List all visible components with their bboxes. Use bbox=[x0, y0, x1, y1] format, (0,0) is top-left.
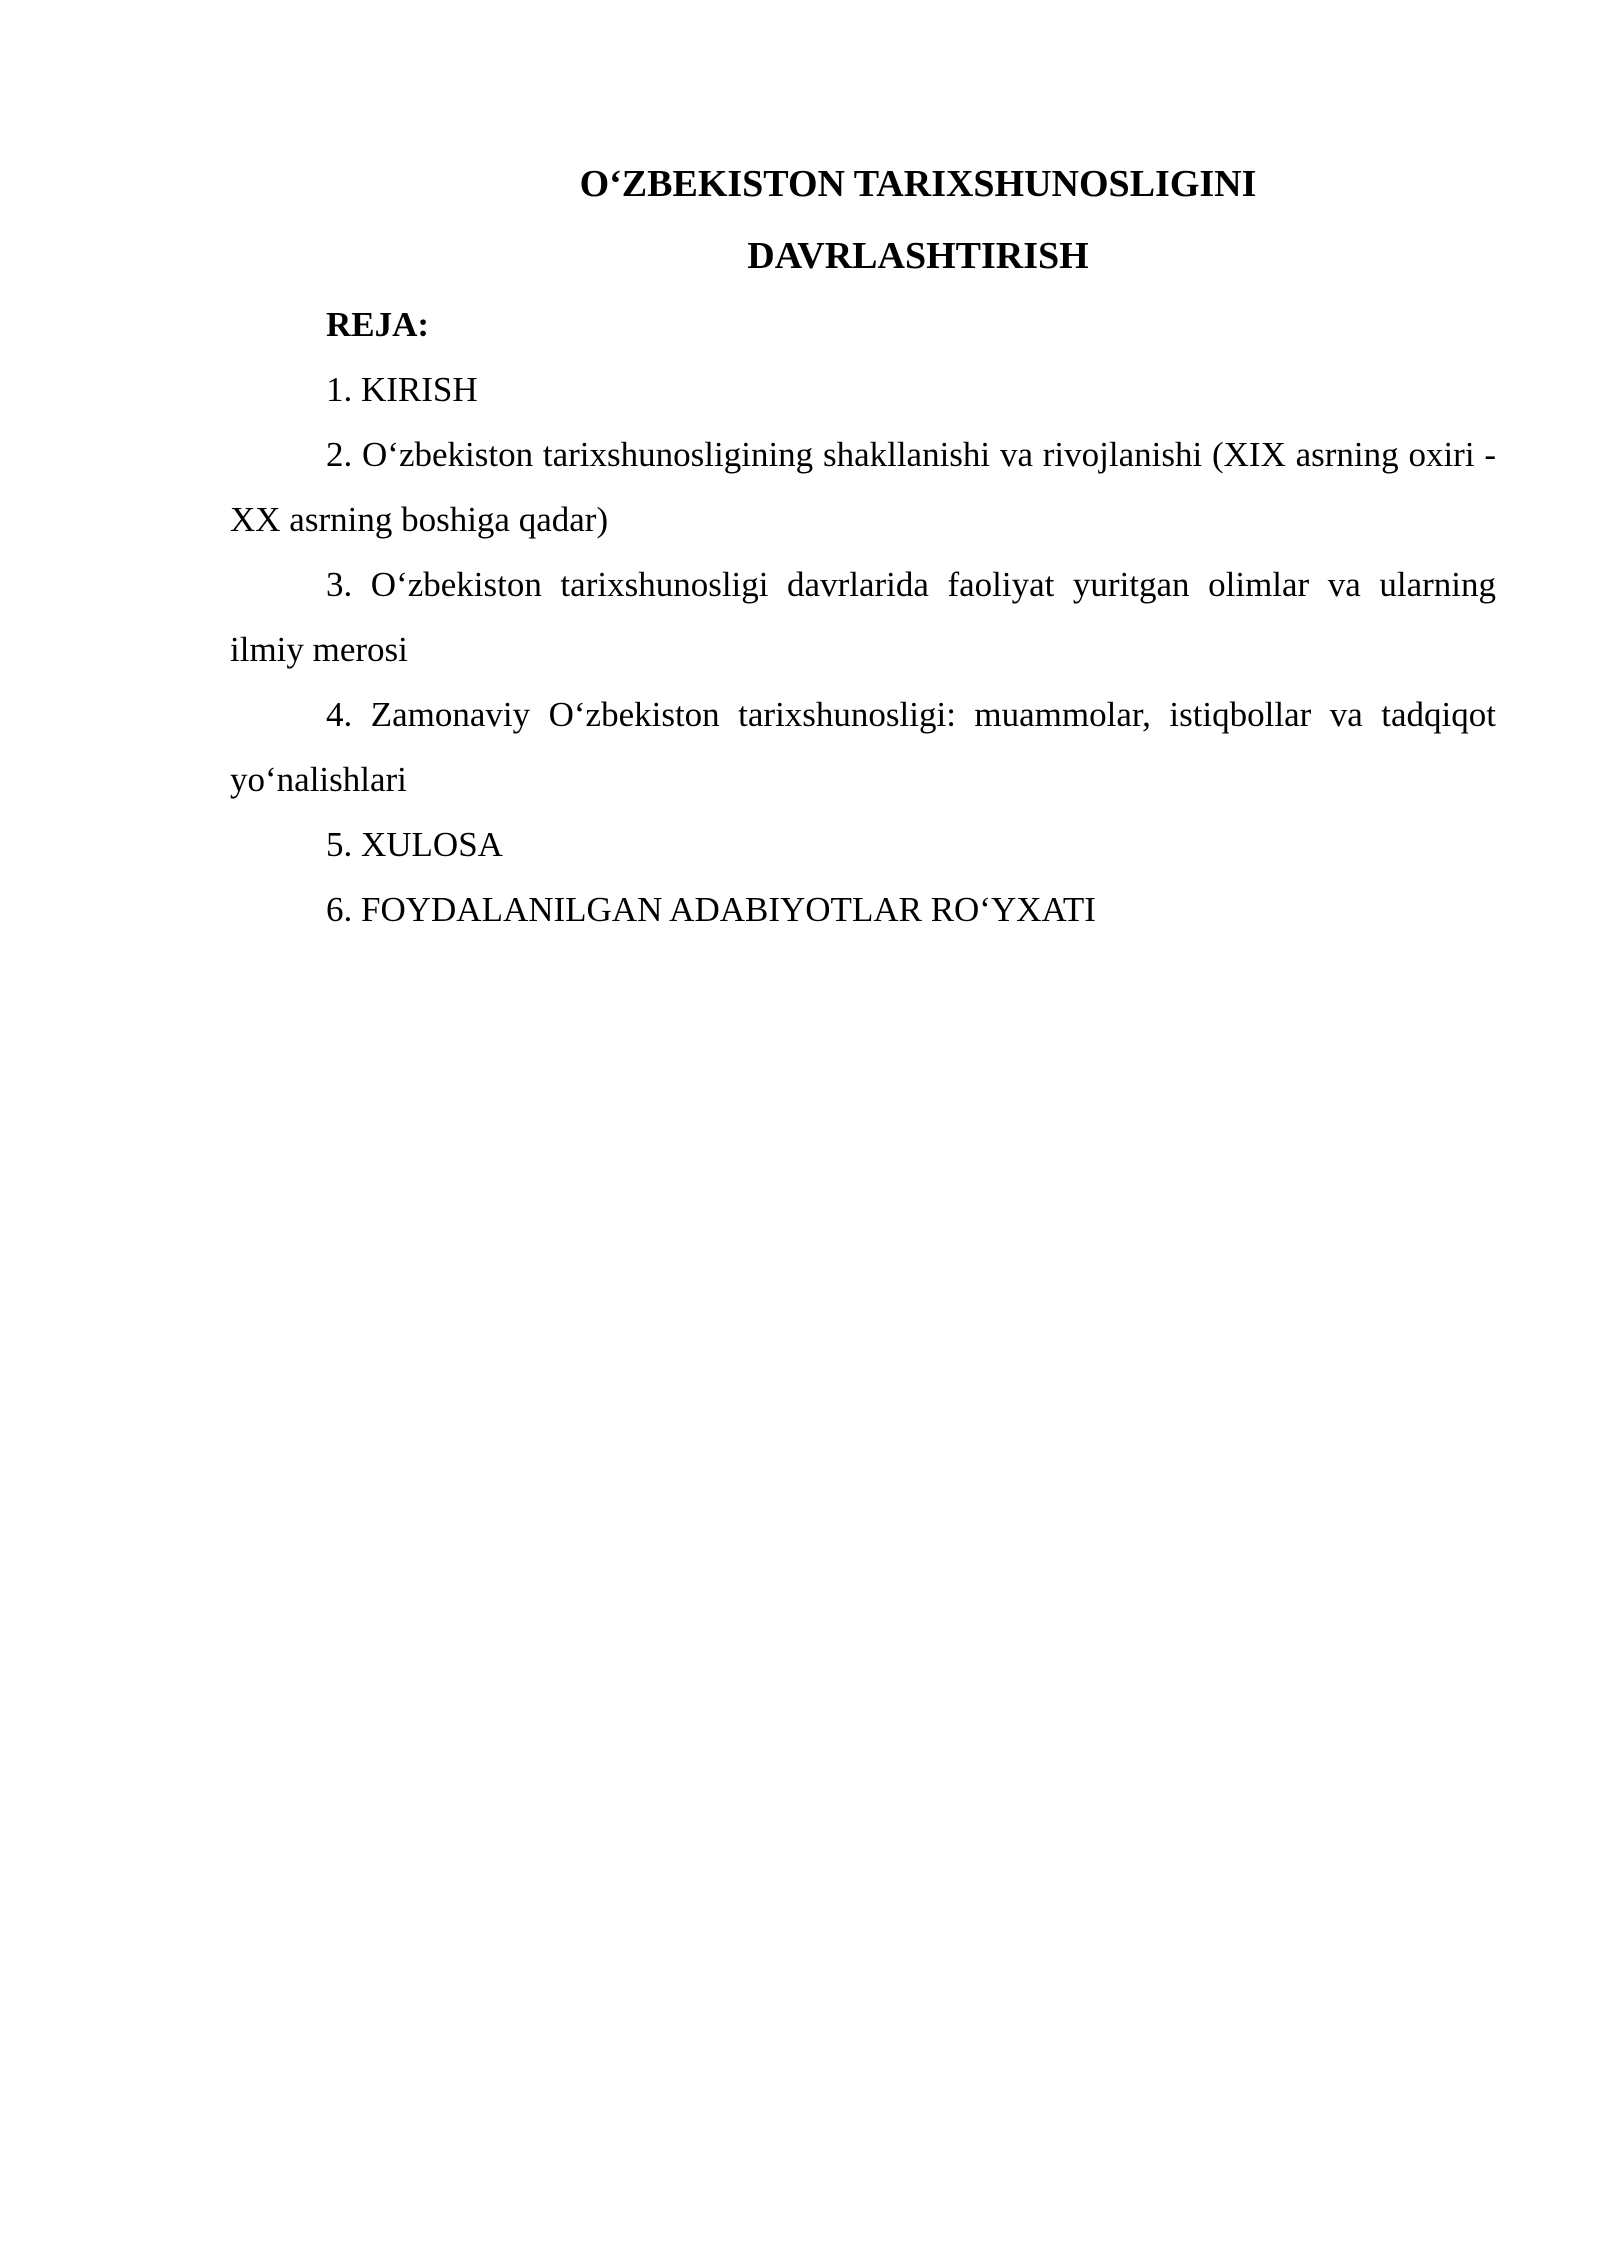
plan-heading: REJA: bbox=[326, 305, 430, 344]
page-content bbox=[230, 148, 1496, 942]
plan-item-1: 1. KIRISH bbox=[326, 370, 478, 409]
plan-item-3: 3. O‘zbekiston tarixshunosligi davrlarida faoliyat yuritgan olimlar va ularning ilmiy merosi bbox=[230, 565, 1496, 669]
document-title-line-2: DAVRLASHTIRISH bbox=[747, 235, 1089, 277]
plan-item-5: 5. XULOSA bbox=[326, 825, 503, 864]
plan-item-4: 4. Zamonaviy O‘zbekiston tarixshunosligi: muammolar, istiqbollar va tadqiqot yo‘nalishlari bbox=[230, 695, 1496, 799]
plan-item-6: 6. FOYDALANILGAN ADABIYOTLAR RO‘YXATI bbox=[326, 890, 1096, 929]
document-title-line-1: O‘ZBEKISTON TARIXSHUNOSLIGINI bbox=[579, 163, 1257, 205]
plan-item-2: 2. O‘zbekiston tarixshunosligining shakllanishi va rivojlanishi (XIX asrning oxiri - XX asrning boshiga qadar) bbox=[230, 435, 1496, 539]
plan-list bbox=[230, 357, 1496, 942]
